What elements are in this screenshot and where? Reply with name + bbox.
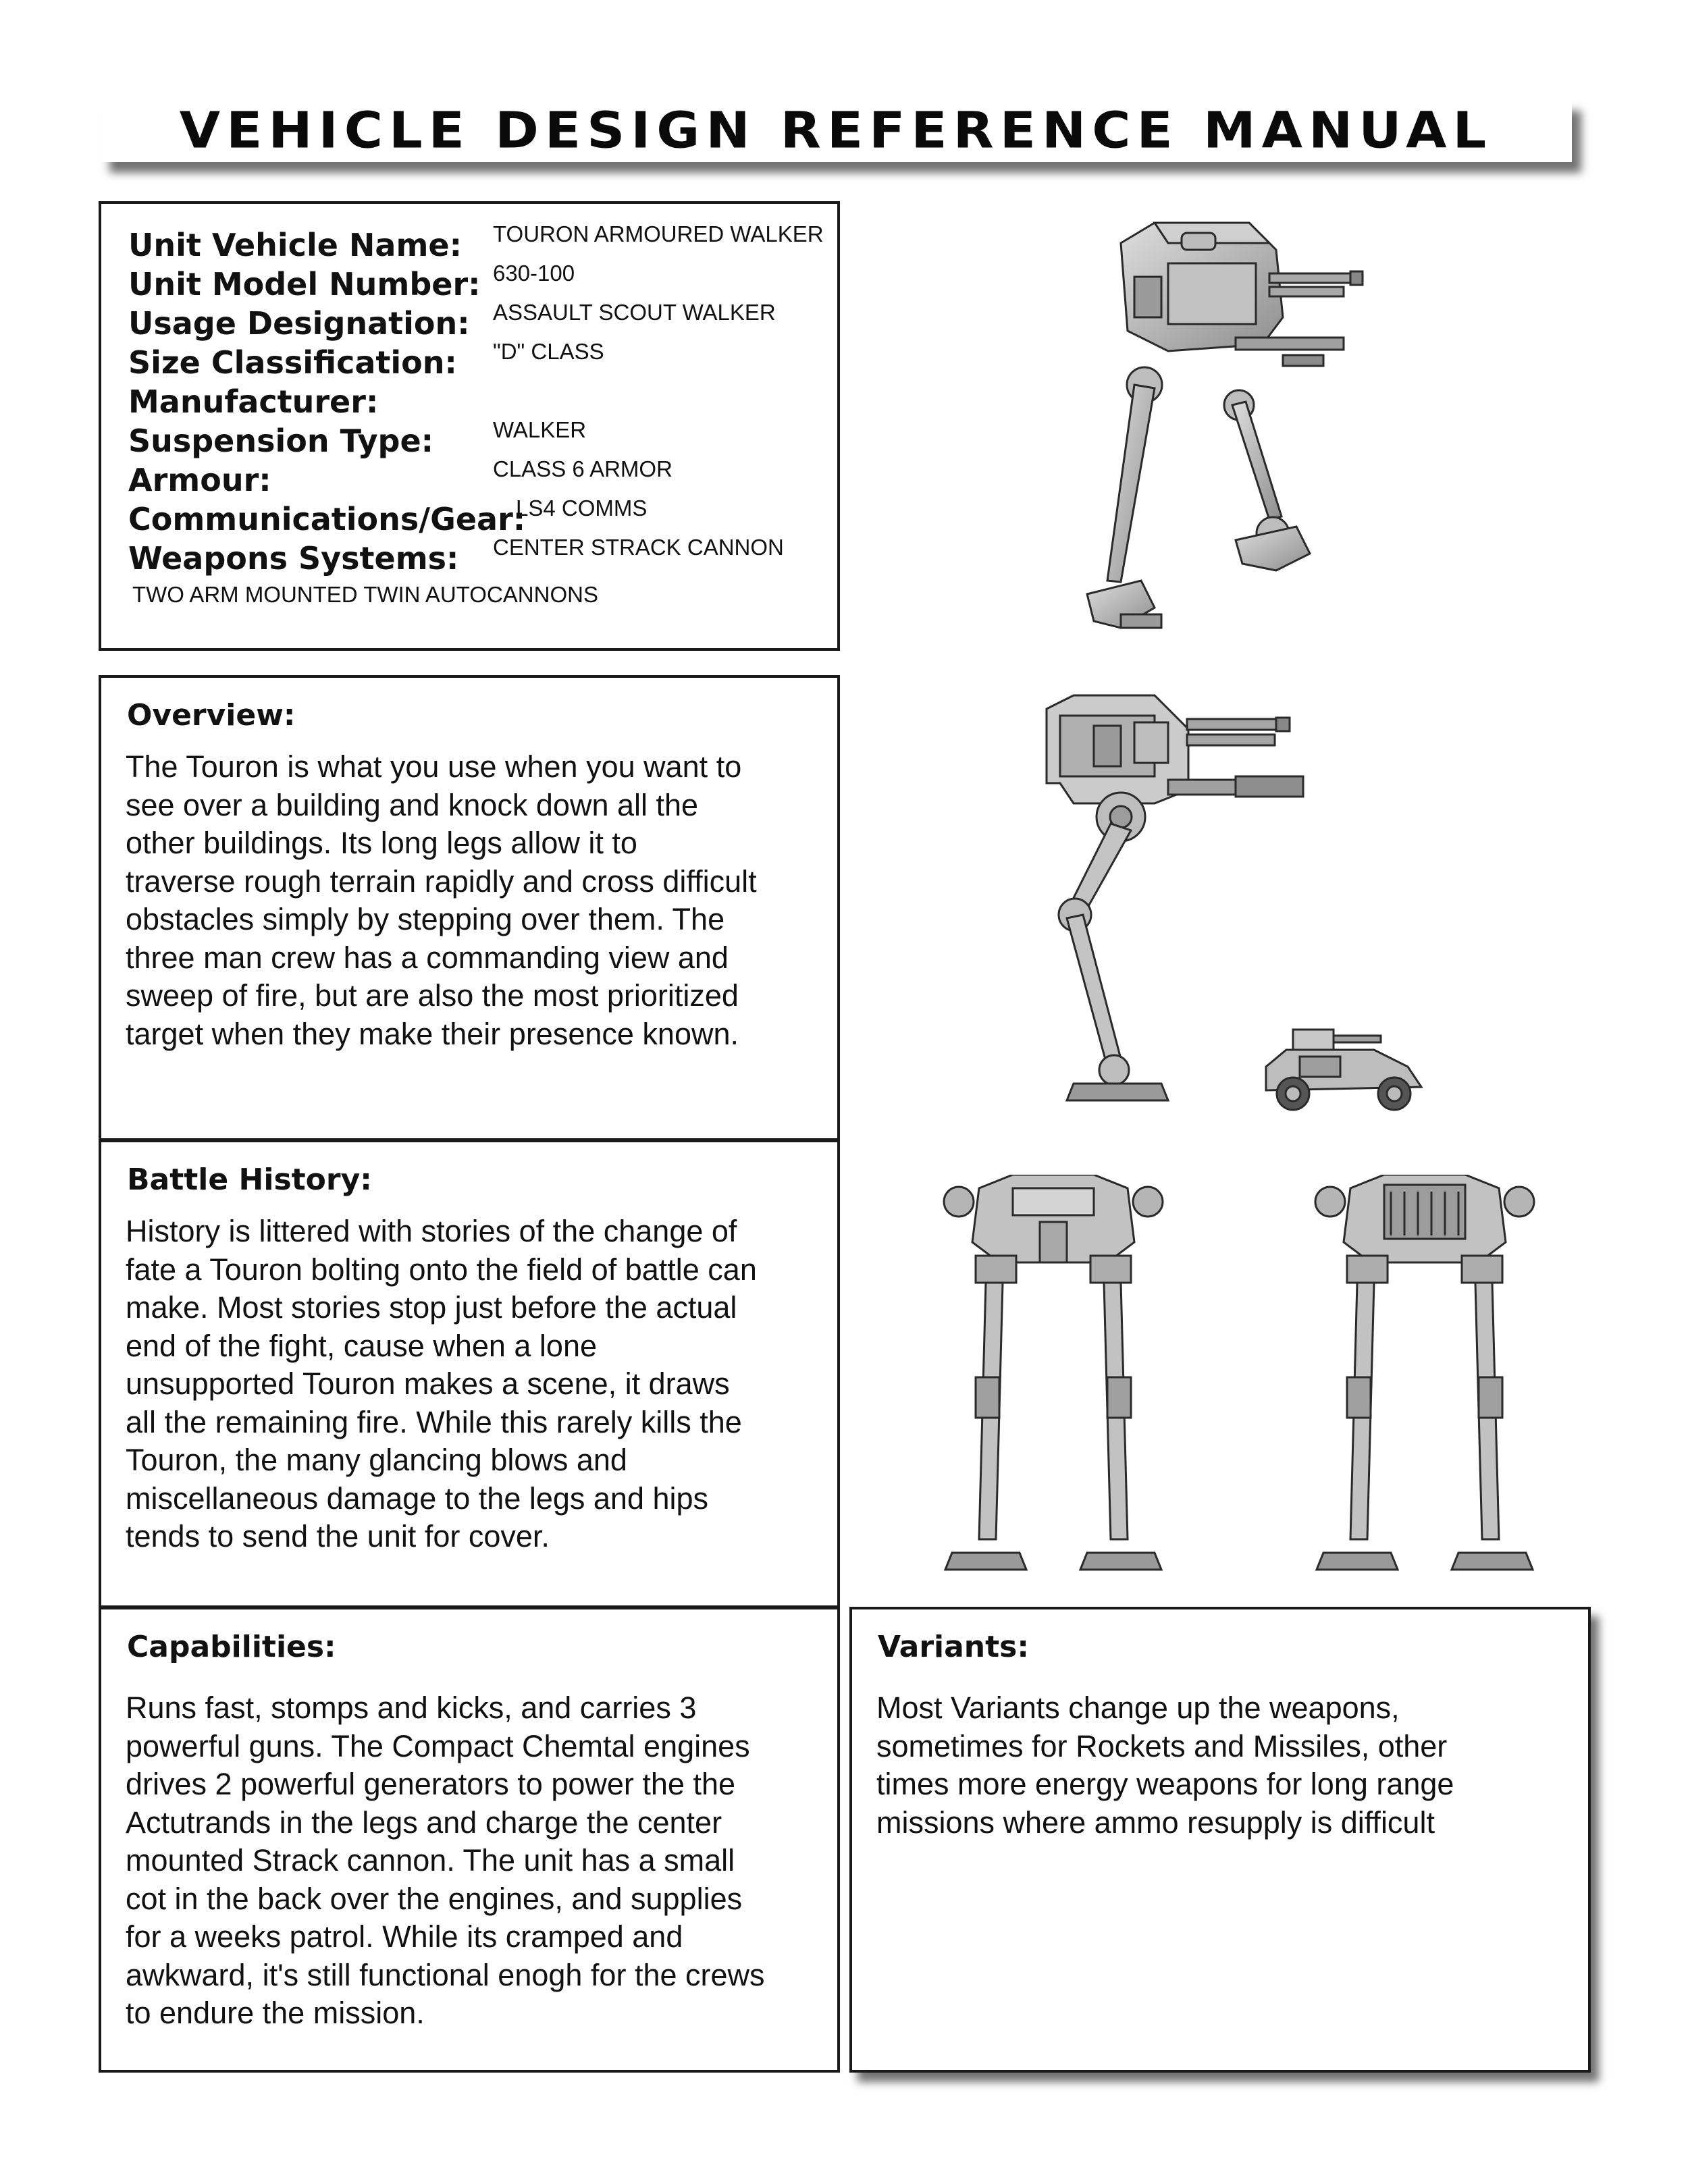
spec-row-manufacturer [128, 383, 378, 420]
spec-value: 630-100 [493, 261, 575, 286]
scout-buggy-scale-illustration [1252, 1026, 1435, 1121]
capabilities-body: Runs fast, stomps and kicks, and carries 3 powerful guns. The Compact Chemtal engines drives 2 powerful generators to power the the Actutrands in the legs and charge the center mounted Strack cannon. The unit has a small cot in the back over the engines, and supplies for a weeks patrol. While its cramped and awkward, it's still functional enogh for the crews to endure the mission. [126, 1690, 765, 2030]
variants-heading: Variants: [878, 1630, 1029, 1664]
spec-label: Unit Vehicle Name: [128, 227, 462, 263]
spec-value: "D" CLASS [493, 339, 604, 364]
battle-history-section [99, 1140, 840, 1608]
overview-heading: Overview: [127, 698, 296, 733]
spec-label: Usage Designation: [128, 305, 470, 342]
overview-section [99, 675, 840, 1141]
walker-rear-view-illustration [1310, 1175, 1539, 1580]
spec-label: Manufacturer: [128, 383, 379, 420]
spec-value: LS4 COMMS [516, 496, 648, 521]
variants-body: Most Variants change up the weapons, sometimes for Rockets and Missiles, other times more energy weapons for long range missions where ammo resupply is difficult [876, 1690, 1454, 1840]
spec-row-model-number [128, 261, 575, 302]
spec-label: Unit Model Number: [128, 266, 481, 302]
overview-body: The Touron is what you use when you want to see over a building and knock down all the other buildings. Its long legs allow it to traverse rough terrain rapidly and cross difficult obstacles simply by stepping over them. The three man crew has a commanding view and sweep of fire, but are also the most prioritized target when they make their presence known. [126, 749, 757, 1051]
capabilities-section [99, 1607, 840, 2073]
spec-value: WALKER [493, 417, 587, 442]
spec-row-vehicle-name [128, 221, 824, 263]
spec-value: CENTER STRACK CANNON [493, 535, 784, 560]
capabilities-heading: Capabilities: [127, 1630, 336, 1664]
spec-value: ASSAULT SCOUT WALKER [493, 300, 776, 325]
spec-label: Size Classification: [128, 344, 457, 381]
spec-sheet [99, 201, 840, 651]
spec-row-usage-designation [128, 300, 776, 342]
spec-row-armour [128, 456, 672, 498]
battle-history-heading: Battle History: [127, 1163, 372, 1197]
page-title: VEHICLE DESIGN REFERENCE MANUAL [179, 102, 1493, 160]
walker-front-view-illustration [939, 1175, 1168, 1580]
spec-value: CLASS 6 ARMOR [493, 456, 672, 481]
spec-value: TOURON ARMOURED WALKER [493, 221, 824, 246]
battle-history-body: History is littered with stories of the change of fate a Touron bolting onto the field of battle can make. Most stories stop just before the actual end of the fight, cause when a lone unsupported Touron makes a scene, it draws all the remaining fire. While this rarely kills the Touron, the many glancing blows and miscellaneous damage to the legs and hips tends to send the unit for cover. [126, 1214, 757, 1553]
variants-section [849, 1607, 1591, 2073]
spec-row-suspension-type [128, 417, 587, 459]
title-banner [100, 100, 1572, 162]
spec-row-communications [128, 496, 648, 537]
spec-weapons-extra: TWO ARM MOUNTED TWIN AUTOCANNONS [132, 582, 598, 607]
spec-row-size-classification [128, 339, 604, 381]
spec-label: Weapons Systems: [128, 540, 459, 577]
spec-label: Suspension Type: [128, 423, 434, 459]
spec-row-weapons-systems [128, 535, 784, 577]
spec-label: Armour: [128, 462, 271, 498]
walker-isometric-illustration [1080, 203, 1398, 648]
spec-label: Communications/Gear: [128, 501, 526, 537]
